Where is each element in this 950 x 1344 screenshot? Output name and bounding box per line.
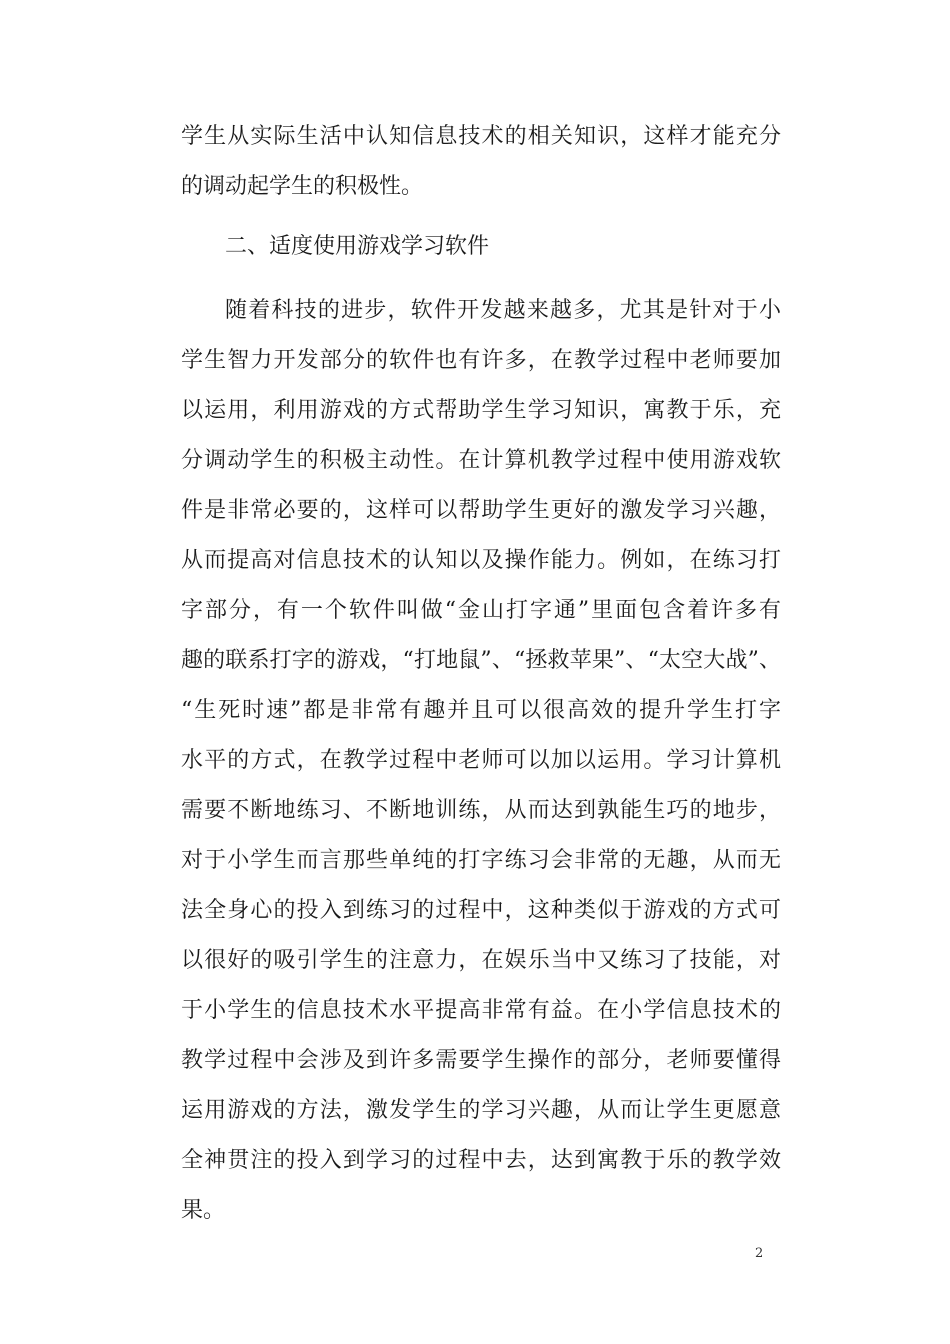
- body-text-line: 分调动学生的积极主动性。在计算机教学过程中使用游戏软: [181, 448, 781, 473]
- body-text-line: 学生从实际生活中认知信息技术的相关知识，这样才能充分: [181, 124, 781, 149]
- page-number: 2: [755, 1246, 764, 1261]
- body-text-line: 教学过程中会涉及到许多需要学生操作的部分，老师要懂得: [181, 1048, 781, 1073]
- body-text-line: 学生智力开发部分的软件也有许多，在教学过程中老师要加: [181, 348, 781, 373]
- body-text-line: 对于小学生而言那些单纯的打字练习会非常的无趣，从而无: [181, 848, 781, 873]
- body-text-line: 法全身心的投入到练习的过程中，这种类似于游戏的方式可: [181, 898, 781, 923]
- section-heading: 二、适度使用游戏学习软件: [225, 234, 490, 259]
- body-text-line: 以运用，利用游戏的方式帮助学生学习知识，寓教于乐，充: [181, 398, 781, 423]
- body-text-line: 件是非常必要的，这样可以帮助学生更好的激发学习兴趣，: [181, 498, 781, 523]
- body-text-line: 字部分，有一个软件叫做“金山打字通”里面包含着许多有: [181, 598, 781, 623]
- body-text-line: 果。: [181, 1198, 226, 1223]
- body-text-line: 运用游戏的方法，激发学生的学习兴趣，从而让学生更愿意: [181, 1098, 781, 1123]
- body-text-line: 从而提高对信息技术的认知以及操作能力。例如，在练习打: [181, 548, 781, 573]
- body-text-line: 以很好的吸引学生的注意力，在娱乐当中又练习了技能，对: [181, 948, 781, 973]
- body-text-line: 趣的联系打字的游戏，“打地鼠”、“拯救苹果”、“太空大战”、: [181, 648, 781, 673]
- body-text-line: 需要不断地练习、不断地训练，从而达到孰能生巧的地步，: [181, 798, 781, 823]
- body-text-line: 于小学生的信息技术水平提高非常有益。在小学信息技术的: [181, 998, 781, 1023]
- body-text-line: “生死时速”都是非常有趣并且可以很高效的提升学生打字: [181, 698, 781, 723]
- body-text-line: 水平的方式，在教学过程中老师可以加以运用。学习计算机: [181, 748, 781, 773]
- body-text-line: 随着科技的进步，软件开发越来越多，尤其是针对于小: [225, 298, 781, 323]
- body-text-line: 的调动起学生的积极性。: [181, 174, 424, 199]
- body-text-line: 全神贯注的投入到学习的过程中去，达到寓教于乐的教学效: [181, 1148, 781, 1173]
